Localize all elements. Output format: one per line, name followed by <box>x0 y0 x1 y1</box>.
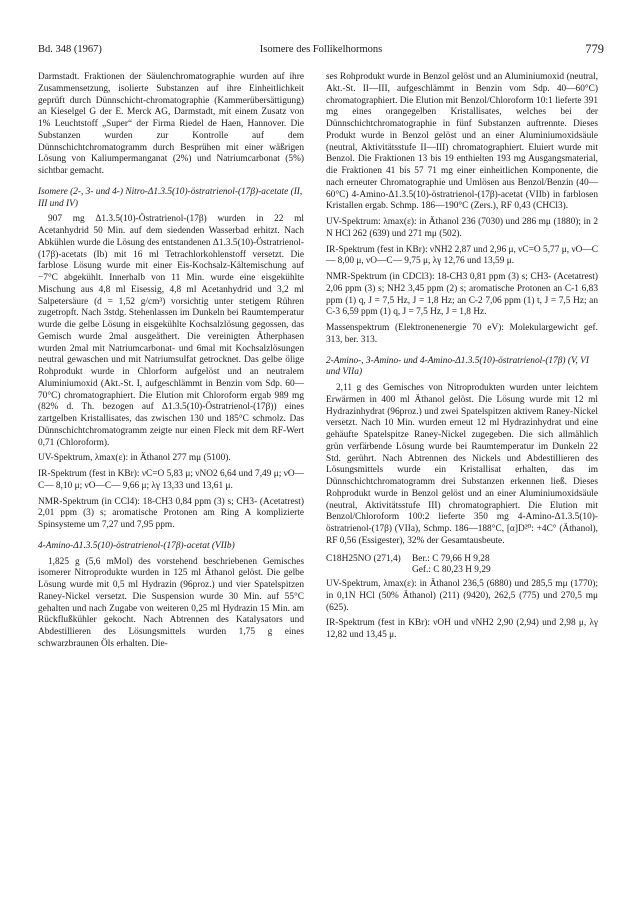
calculated-row <box>412 554 598 566</box>
running-header <box>38 44 604 60</box>
paragraph-nitration-procedure: 907 mg Δ1.3.5(10)-Östratrienol-(17β) wurden in 22 ml Acetanhydrid 50 Min. auf dem siedenden Wasserbad erhitzt. Nach Abkühlen wurde die Lösung des entstandenen Δ1.3.5(10)-Östratrienol-(17β)-acetats (Ib) mit 16 ml Tetrachlorkohlenstoff versetzt. Die farblose Lösung wurde mit einer Eis-Kochsalz-Kältemischung auf −7°C abgekühlt. Innerhalb von 11 Min. wurde eine eisgekühlte Mischung aus 4,8 ml Eisessig, 4,8 ml Acetanhydrid und 3,2 ml Salpetersäure (d = 1,52 g/cm³) vorsichtig unter stetigem Rühren zugetropft. Nach 3stdg. Stehenlassen im Dunkeln bei Raumtemperatur wurde die gelbe Lösung in eisgekühlte Kochsalzlösung gegossen, das Gemisch wurde 2mal ausgeäthert. Die vereinigten Ätherphasen wurden 2mal mit Natriumcarbonat- und 6mal mit Kochsalzlösungen neutral gewaschen und mit Natriumsulfat getrocknet. Das gelbe ölige Rohprodukt wurde in Chlorform aufgelöst und an neutralem Aluminiumoxid (Akt.-St. I, aufgeschlämmt in Benzin vom Sdp. 60—70°C) chromatographiert. Die Elution mit Chloroform ergab 989 mg (82% d. Th. bezogen auf Δ1.3.5(10)-Östratrienol-(17β)) eines zartgelben Kristallisates, das zwischen 130 und 185°C schmolz. Das Dünnschichtchromatogramm zeigte nur einen Fleck mit dem RF-Wert 0,71 (Chloroform). <box>38 214 305 448</box>
paragraph-uv-spectrum: UV-Spektrum: λmax(ε): in Äthanol 236 (7030) und 286 mμ (1880); in 2 N HCl 262 (639) und 271 mμ (502). <box>326 217 598 239</box>
paragraph-uv-spectrum: UV-Spektrum, λmax(ε): in Äthanol 277 mμ (5100). <box>38 453 231 464</box>
paragraph-mass-spectrum: Massenspektrum (Elektronenenergie 70 eV): Molekulargewicht gef. 313, ber. 313. <box>326 323 598 345</box>
paragraph-reduction-procedure: 1,825 g (5,6 mMol) des vorstehend beschriebenen Gemisches isomerer Nitroprodukte wurden in 125 ml Äthanol gelöst. Die gelbe Lösung wurde mit 0,5 ml Hydrazin (96proz.) und vier Spatelspitzen Raney-Nickel versetzt. Die Suspension wurde 30 Min. auf 55°C gehalten und nach Zugabe von weiteren 0,25 ml Hydrazin 15 Min. am Rückflußkühler gekocht. Nach Abtrennen des Katalysators und Abdestillieren des Lösungsmittels wurden 1,75 g eines schwarzbraunen Öls erhalten. Die- <box>38 556 304 649</box>
calculated-values: C 79,66 H 9,28 <box>432 553 490 564</box>
paragraph-ir-spectrum: IR-Spektrum (fest in KBr): νNH2 2,87 und 2,96 μ, νC=O 5,77 μ, νO—C— 8,00 μ, νO—C— 9,75 μ, λγ 12,76 und 13,59 μ. <box>326 244 598 267</box>
paragraph-ir-spectrum-2: IR-Spektrum (fest in KBr): νOH und νNH2 2,90 (2,94) und 2,98 μ, λγ 12,82 und 13,45 μ. <box>326 618 598 640</box>
running-title: Isomere des Follikelhormons <box>259 44 383 55</box>
paragraph-nmr-spectrum: NMR-Spektrum (in CCl4): 18-CH3 0,84 ppm (3) s; CH3- (Acetatrest) 2,01 ppm (3) s; aromatische Protonen am Ring A komplizierte Spinsysteme um 7,27 und 7,95 ppm. <box>38 496 304 530</box>
found-row <box>412 565 598 577</box>
calculated-label: Ber.: <box>412 553 430 564</box>
left-column <box>38 72 304 655</box>
page-number: 779 <box>585 42 604 56</box>
spacer <box>326 565 412 577</box>
elemental-analysis <box>326 554 598 578</box>
molecular-formula: C18H25NO (271,4) <box>326 553 401 564</box>
paragraph-chromatography-continued: ses Rohprodukt wurde in Benzol gelöst und an Aluminiumoxid (neutral, Akt.-St. II—III, aufgeschlämmt in Benzin vom Sdp. 40—60°C) chromatographiert. Die Elution mit Benzol/Chloroform 10:1 lieferte 391 mg eines orangegelben Kristallisates, welches bei der Dünnschichtchromatographie in fünf Substanzen auftrennte. Dieses Produkt wurde in Benzol gelöst und an einer Aluminiumoxidsäule (neutral, Aktivitätsstufe II—III) chromatographiert. Eluiert wurde mit Benzol. Die Fraktionen 13 bis 19 enthielten 193 mg Ausgangsmaterial, die Fraktionen 41 bis 57 71 mg einer einheitlichen Komponente, die nach erneuter Chromatographie und Umlösen aus Benzol/Benzin (40—60°C) 4-Amino-Δ1.3.5(10)-östratrienol-(17β)-acetat (VIIb) in farblosen Kristallen ergab. Schmp. 186—190°C (Zers.), RF 0,43 (CHCl3). <box>326 72 598 212</box>
found-values: C 80,23 H 9,29 <box>433 565 491 576</box>
paragraph-nmr-spectrum: NMR-Spektrum (in CDCl3): 18-CH3 0,81 ppm (3) s; CH3- (Acetatrest) 2,06 ppm (3) s; NH2 3,45 ppm (2) s; aromatische Protonen an C-1 6,83 ppm (1) q, J = 7,5 Hz, J = 1,8 Hz; an C-2 7,06 ppm (1) t, J = 7,5 Hz; an C-3 6,59 ppm (1) q, J = 7,5 Hz, J = 1,8 Hz. <box>326 272 598 318</box>
section-heading-4-amino-acetate: 4-Amino-Δ1.3.5(10)-östratrienol-(17β)-acetat (VIIb) <box>38 540 235 551</box>
section-heading-amino-estratrienols: 2-Amino-, 3-Amino- und 4-Amino-Δ1.3.5(10)-östratrienol-(17β) (V, VI und VIIa) <box>326 355 589 378</box>
paragraph-chromatography-methods: Darmstadt. Fraktionen der Säulenchromatographie wurden auf ihre Zusammensetzung, isolierte Substanzen auf ihre Einheitlichkeit geprüft durch Dünnschicht-chromatographie (Kammerübersättigung) an Kieselgel G der E. Merck AG, Darmstadt, mit einem Zusatz von 1% Leuchtstoff „Super“ der Firma Riedel de Haen, Hannover. Die Substanzen wurden zur Kontrolle auf dem Dünnschichtchromatogramm durch Besprühen mit einer wäßrigen Lösung von Kaliumpermanganat (2%) und Natriumcarbonat (5%) sichtbar gemacht. <box>38 72 304 176</box>
right-column <box>326 72 598 646</box>
paragraph-hydrazine-reduction: 2,11 g des Gemisches von Nitroprodukten wurden unter leichtem Erwärmen in 400 ml Äthanol gelöst. Die Lösung wurde mit 12 ml Hydrazinhydrat (96proz.) und zwei Spatelspitzen aktivem Raney-Nickel versetzt. Nach 10 Min. wurden erneut 12 ml Hydrazinhydrat und eine gehäufte Spatelspitze Raney-Nickel zugegeben. Die sich allmählich grün verfärbende Lösung wurde bei Raumtemperatur im Dunkeln 22 Std. gerührt. Nach Abtrennen des Nickels und Abdestillieren des Lösungsmittels wurde ein Kristallisat erhalten, das im Dünnschichtchromatogramm drei Substanzen erkennen ließ. Dieses Rohprodukt wurde in Benzol gelöst und an einer Aluminiumoxidsäule (neutral, Aktivitätsstufe III) chromatographiert. Die Elution mit Benzol/Chloroform 100:2 lieferte 350 mg 4-Amino-Δ1.3.5(10)-östratrienol-(17β) (VIIa), Schmp. 186—188°C, [α]D²⁰: +4C° (Äthanol), RF 0,56 (Essigester), 32% der Gesamtausbeute. <box>326 383 598 546</box>
found-label: Gef.: <box>412 565 431 576</box>
section-heading-nitro-acetates: Isomere (2-, 3- und 4-) Nitro-Δ1.3.5(10)-östratrienol-(17β)-acetate (II, III und IV) <box>38 186 303 209</box>
journal-volume: Bd. 348 (1967) <box>38 44 102 55</box>
paragraph-ir-spectrum: IR-Spektrum (fest in KBr): νC=O 5,83 μ; νNO2 6,64 und 7,49 μ; νO—C— 8,10 μ; νO—C— 9,66 μ; λγ 13,33 und 13,61 μ. <box>38 469 304 491</box>
paragraph-uv-spectrum-2: UV-Spektrum, λmax(ε): in Äthanol 236,5 (6880) und 285,5 mμ (1770); in 0,1N HCl (50% Äthanol) (211) (9420), 262,5 (775) und 270,5 mμ (625). <box>326 579 598 613</box>
